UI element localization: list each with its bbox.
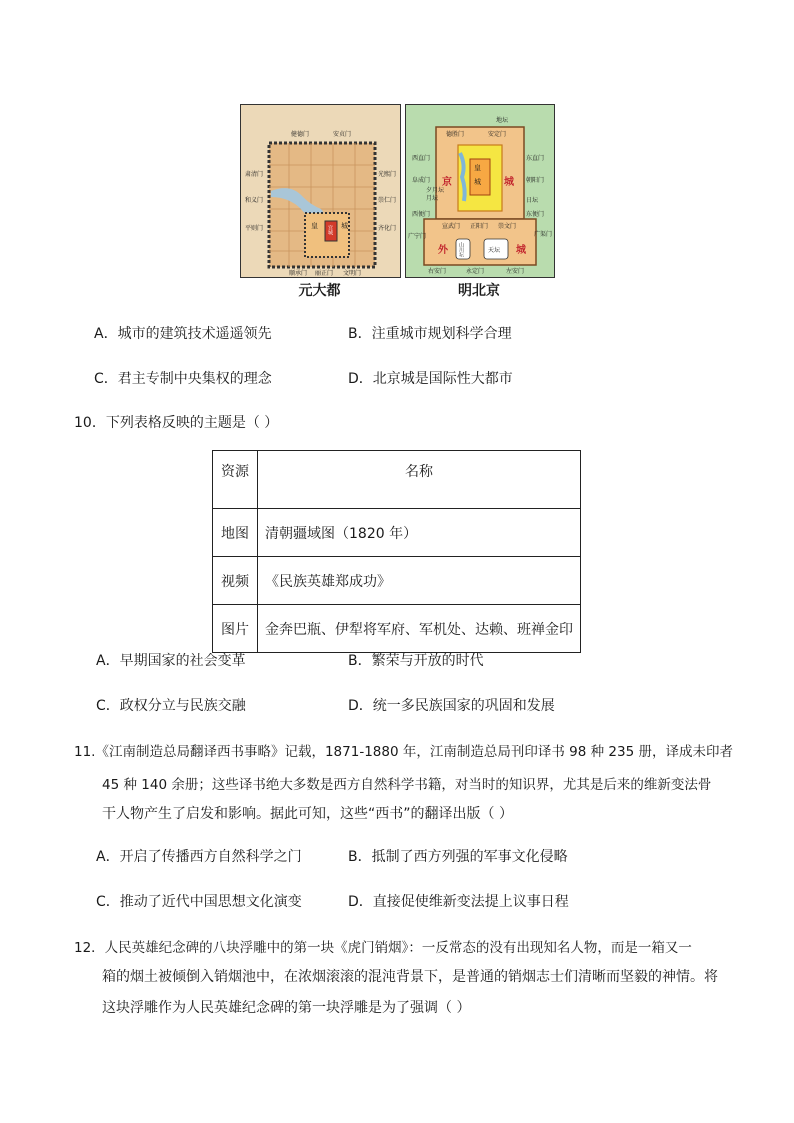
table-row: [213, 557, 581, 605]
ming-gate-label: 左安门: [506, 268, 525, 275]
q9-option-b[interactable]: B．注重城市规划科学合理: [348, 326, 512, 342]
table-cell: 《民族英雄郑成功》: [258, 557, 581, 605]
ming-inner-label: 天坛: [488, 247, 501, 254]
q10-option-a[interactable]: A．早期国家的社会变革: [96, 653, 246, 669]
map-caption-yuan: 元大都: [298, 283, 341, 299]
yuan-gate-label: 顺承门: [289, 270, 308, 277]
yuan-gate-label: 肃清门: [245, 171, 264, 178]
q9-option-c[interactable]: C．君主专制中央集权的理念: [94, 371, 272, 387]
table-header-row: [213, 451, 581, 509]
yuan-gate-label: 健德门: [291, 131, 310, 138]
q9-option-d[interactable]: D．北京城是国际性大都市: [348, 371, 513, 387]
ming-gate-label: 月坛: [426, 195, 439, 202]
q10-option-c[interactable]: C．政权分立与民族交融: [96, 698, 246, 714]
ming-gate-label: 日坛: [526, 197, 539, 204]
yuan-gate-label: 安贞门: [333, 131, 352, 138]
yuan-gate-label: 丽正门: [315, 270, 334, 277]
ming-inner-label: 城: [474, 178, 481, 186]
ming-gate-label: 东便门: [526, 211, 545, 218]
yuan-dadu-map: [240, 104, 401, 278]
q11-option-d[interactable]: D．直接促使维新变法提上议事日程: [348, 894, 569, 910]
yuan-gate-label: 崇仁门: [378, 197, 397, 204]
yuan-inner-label: 皇: [311, 222, 318, 230]
q10-option-d[interactable]: D．统一多民族国家的巩固和发展: [348, 698, 555, 714]
ming-gate-label: 阜成门: [412, 177, 431, 184]
map-caption-ming: 明北京: [458, 283, 500, 299]
table-cell: 金奔巴瓶、伊犁将军府、军机处、达赖、班禅金印: [258, 605, 581, 653]
q11-stem-line: 45 种 140 余册；这些译书绝大多数是西方自然科学书籍，对当时的知识界，尤其是后来的维新变法骨: [102, 777, 712, 793]
table-header-cell: 资源: [213, 451, 258, 509]
yuan-inner-label: 宫城: [327, 225, 333, 235]
yuan-dadu-map-svg: [241, 105, 400, 277]
table-row: [213, 605, 581, 653]
q11-stem-line: 干人物产生了启发和影响。据此可知，这些“西书”的翻译出版（ ）: [102, 806, 513, 822]
yuan-inner-label: 城: [341, 222, 348, 230]
ming-gate-label: 西便门: [412, 211, 431, 218]
q10-stem: 10．下列表格反映的主题是（ ）: [74, 415, 279, 431]
ming-gate-label: 崇文门: [498, 223, 517, 230]
ming-gate-label: 永定门: [466, 268, 485, 275]
ming-gate-label: 广宁门: [408, 233, 427, 240]
ming-gate-label: 地坛: [496, 117, 509, 124]
ming-gate-label: 广渠门: [534, 231, 553, 238]
yuan-gate-label: 齐化门: [378, 225, 397, 232]
ming-beijing-map: [405, 104, 555, 278]
ming-gate-label: 夕月坛: [426, 187, 445, 194]
ming-inner-label: 城: [504, 177, 514, 188]
ming-gate-label: 西直门: [412, 155, 431, 162]
ming-inner-label: 京: [442, 177, 452, 188]
ming-inner-label: 山川坛: [458, 242, 464, 257]
table-cell: 视频: [213, 557, 258, 605]
table-cell: 清朝疆域图（1820 年）: [258, 509, 581, 557]
yuan-gate-label: 和义门: [245, 197, 264, 204]
ming-gate-label: 正阳门: [470, 223, 489, 230]
ming-inner-label: 城: [516, 245, 526, 256]
table-cell: 图片: [213, 605, 258, 653]
ming-gate-label: 安定门: [488, 131, 507, 138]
q11-option-c[interactable]: C．推动了近代中国思想文化演变: [96, 894, 302, 910]
q12-stem-line: 这块浮雕作为人民英雄纪念碑的第一块浮雕是为了强调（ ）: [102, 1000, 471, 1016]
ming-gate-label: 朝阳门: [526, 177, 545, 184]
q11-option-a[interactable]: A．开启了传播西方自然科学之门: [96, 849, 302, 865]
table-cell: 地图: [213, 509, 258, 557]
table-header-cell: 名称: [258, 451, 581, 509]
yuan-gate-label: 光熙门: [378, 171, 397, 178]
q9-option-a[interactable]: A．城市的建筑技术遥遥领先: [94, 326, 272, 342]
q10-resource-table: [212, 450, 581, 653]
yuan-gate-label: 文明门: [343, 270, 362, 277]
q11-stem-line: 11.《江南制造总局翻译西书事略》记载，1871-1880 年，江南制造总局刊印译书 98 种 235 册，译成未印者: [74, 744, 733, 760]
yuan-gate-label: 平则门: [245, 225, 264, 232]
q12-stem-line: 12．人民英雄纪念碑的八块浮雕中的第一块《虎门销烟》：一反常态的没有出现知名人物，而是一箱又一: [74, 940, 692, 956]
ming-gate-label: 右安门: [428, 268, 447, 275]
table-row: [213, 509, 581, 557]
q10-option-b[interactable]: B．繁荣与开放的时代: [348, 653, 484, 669]
ming-gate-label: 东直门: [526, 155, 545, 162]
q11-option-b[interactable]: B．抵制了西方列强的军事文化侵略: [348, 849, 568, 865]
ming-gate-label: 宣武门: [442, 223, 461, 230]
ming-inner-label: 皇: [474, 164, 481, 172]
q12-stem-line: 箱的烟土被倾倒入销烟池中，在浓烟滚滚的混沌背景下，是普通的销烟志士们清晰而坚毅的神情。将: [102, 969, 718, 985]
ming-gate-label: 德胜门: [446, 131, 465, 138]
ming-inner-label: 外: [438, 245, 448, 256]
